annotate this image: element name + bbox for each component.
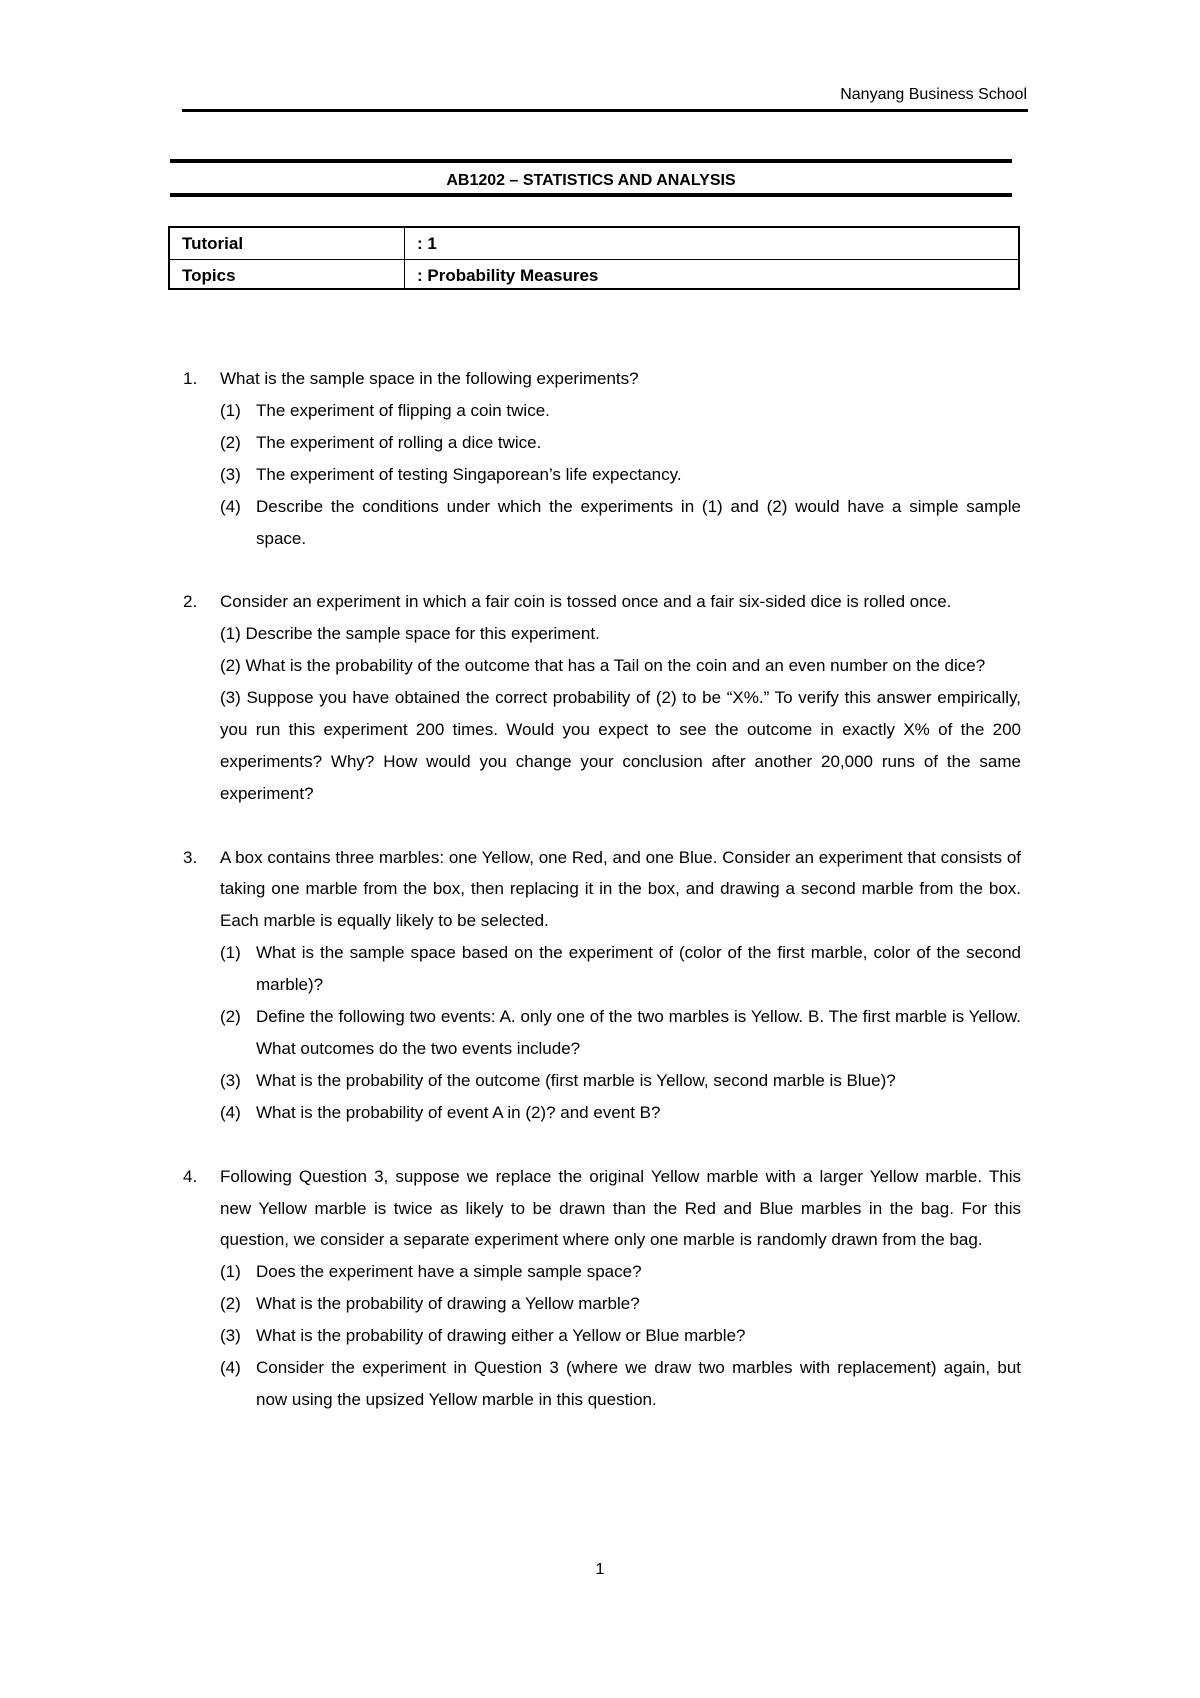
tutorial-info-table [168, 226, 1020, 290]
sub-question-label: (2) [220, 1294, 241, 1314]
tutorial-value: : 1 [417, 234, 437, 253]
question-2 [171, 586, 1021, 809]
sub-question [220, 459, 1021, 491]
sub-question-text: What is the probability of drawing a Yellow marble? [256, 1294, 640, 1314]
sub-question [220, 1320, 1021, 1352]
sub-question-text: Consider the experiment in Question 3 (where we draw two marbles with replacement) again, but now using the upsized Yellow marble in this question. [256, 1358, 1021, 1409]
question-text: What is the sample space in the following experiments? [220, 369, 639, 388]
sub-question [220, 1065, 1021, 1097]
sub-question [220, 491, 1021, 555]
sub-question [220, 427, 1021, 459]
title-rule-bottom [170, 193, 1012, 197]
sub-question-text: Does the experiment have a simple sample space? [256, 1262, 642, 1282]
question-text: Following Question 3, suppose we replace the original Yellow marble with a larger Yellow marble. This new Yellow marble is twice as likely to be drawn than the Red and Blue marbles in the bag. For this question, we consider a separate experiment where only one marble is randomly drawn from the bag. [220, 1166, 1021, 1250]
sub-question [220, 937, 1021, 1001]
sub-question-text: (2) What is the probability of the outcome that has a Tail on the coin and an even number on the dice? [220, 656, 986, 676]
question-number: 3. [183, 847, 198, 867]
question-text: A box contains three marbles: one Yellow, one Red, and one Blue. Consider an experiment that consists of taking one marble from the box, then replacing it in the box, and drawing a second marble from the box. Each marble is equally likely to be selected. [220, 847, 1021, 931]
sub-question-label: (1) [220, 1262, 241, 1282]
sub-question-text: What is the probability of the outcome (first marble is Yellow, second marble is Blue)? [256, 1070, 896, 1090]
header-school-name: Nanyang Business School [840, 86, 1027, 103]
sub-question-label: (1) [220, 943, 241, 963]
sub-question-label: (4) [220, 1358, 241, 1378]
course-title: AB1202 – STATISTICS AND ANALYSIS [446, 172, 736, 189]
table-row-tutorial [170, 228, 1018, 258]
question-3 [171, 842, 1021, 1129]
topics-value: : Probability Measures [417, 266, 599, 285]
question-text: Consider an experiment in which a fair coin is tossed once and a fair six-sided dice is rolled once. [220, 592, 952, 612]
sub-question-label: (3) [220, 1326, 241, 1346]
sub-question-text: The experiment of rolling a dice twice. [256, 432, 542, 452]
header-rule [182, 109, 1028, 112]
sub-question-text: (1) Describe the sample space for this experiment. [220, 624, 600, 644]
sub-question-label: (4) [220, 1102, 241, 1122]
sub-question [220, 1097, 1021, 1129]
sub-question-text: Describe the conditions under which the experiments in (1) and (2) would have a simple sample space. [256, 496, 1021, 548]
sub-question-label: (3) [220, 1070, 241, 1090]
question-4 [171, 1161, 1021, 1416]
sub-question-label: (4) [220, 496, 241, 516]
question-number: 2. [183, 592, 198, 612]
page-number: 1 [595, 1561, 605, 1578]
question-number: 4. [183, 1166, 198, 1186]
sub-question-text: What is the sample space based on the experiment of (color of the first marble, color of the second marble)? [256, 943, 1021, 995]
sub-question [220, 1352, 1021, 1416]
title-rule-top [170, 159, 1012, 163]
sub-question-text: (3) Suppose you have obtained the correct probability of (2) to be “X%.” To verify this answer empirically, you run this experiment 200 times. Would you expect to see the outcome in exactly X% of the 200 experiments? Why? How would you change your conclusion after another 20,000 runs of the same experiment? [220, 688, 1021, 803]
table-row-topics [170, 259, 1018, 290]
tutorial-label: Tutorial [182, 234, 244, 253]
sub-question [220, 1001, 1021, 1065]
questions-list [171, 363, 1021, 1416]
sub-question [220, 1288, 1021, 1320]
question-1 [171, 363, 1021, 554]
question-number: 1. [183, 369, 198, 388]
sub-question-text: The experiment of testing Singaporean’s life expectancy. [256, 464, 682, 484]
topics-label: Topics [182, 266, 236, 285]
sub-question-text: Define the following two events: A. only one of the two marbles is Yellow. B. The first marble is Yellow. What outcomes do the two events include? [256, 1007, 1021, 1058]
sub-question-label: (3) [220, 464, 241, 484]
sub-question-label: (2) [220, 1007, 241, 1027]
sub-question [220, 395, 1021, 427]
sub-question [220, 1256, 1021, 1288]
sub-question-label: (1) [220, 400, 241, 420]
sub-question-label: (2) [220, 432, 241, 452]
sub-question-text: What is the probability of event A in (2)? and event B? [256, 1102, 661, 1122]
sub-question-text: What is the probability of drawing either a Yellow or Blue marble? [256, 1326, 746, 1346]
sub-question-text: The experiment of flipping a coin twice. [256, 400, 550, 420]
